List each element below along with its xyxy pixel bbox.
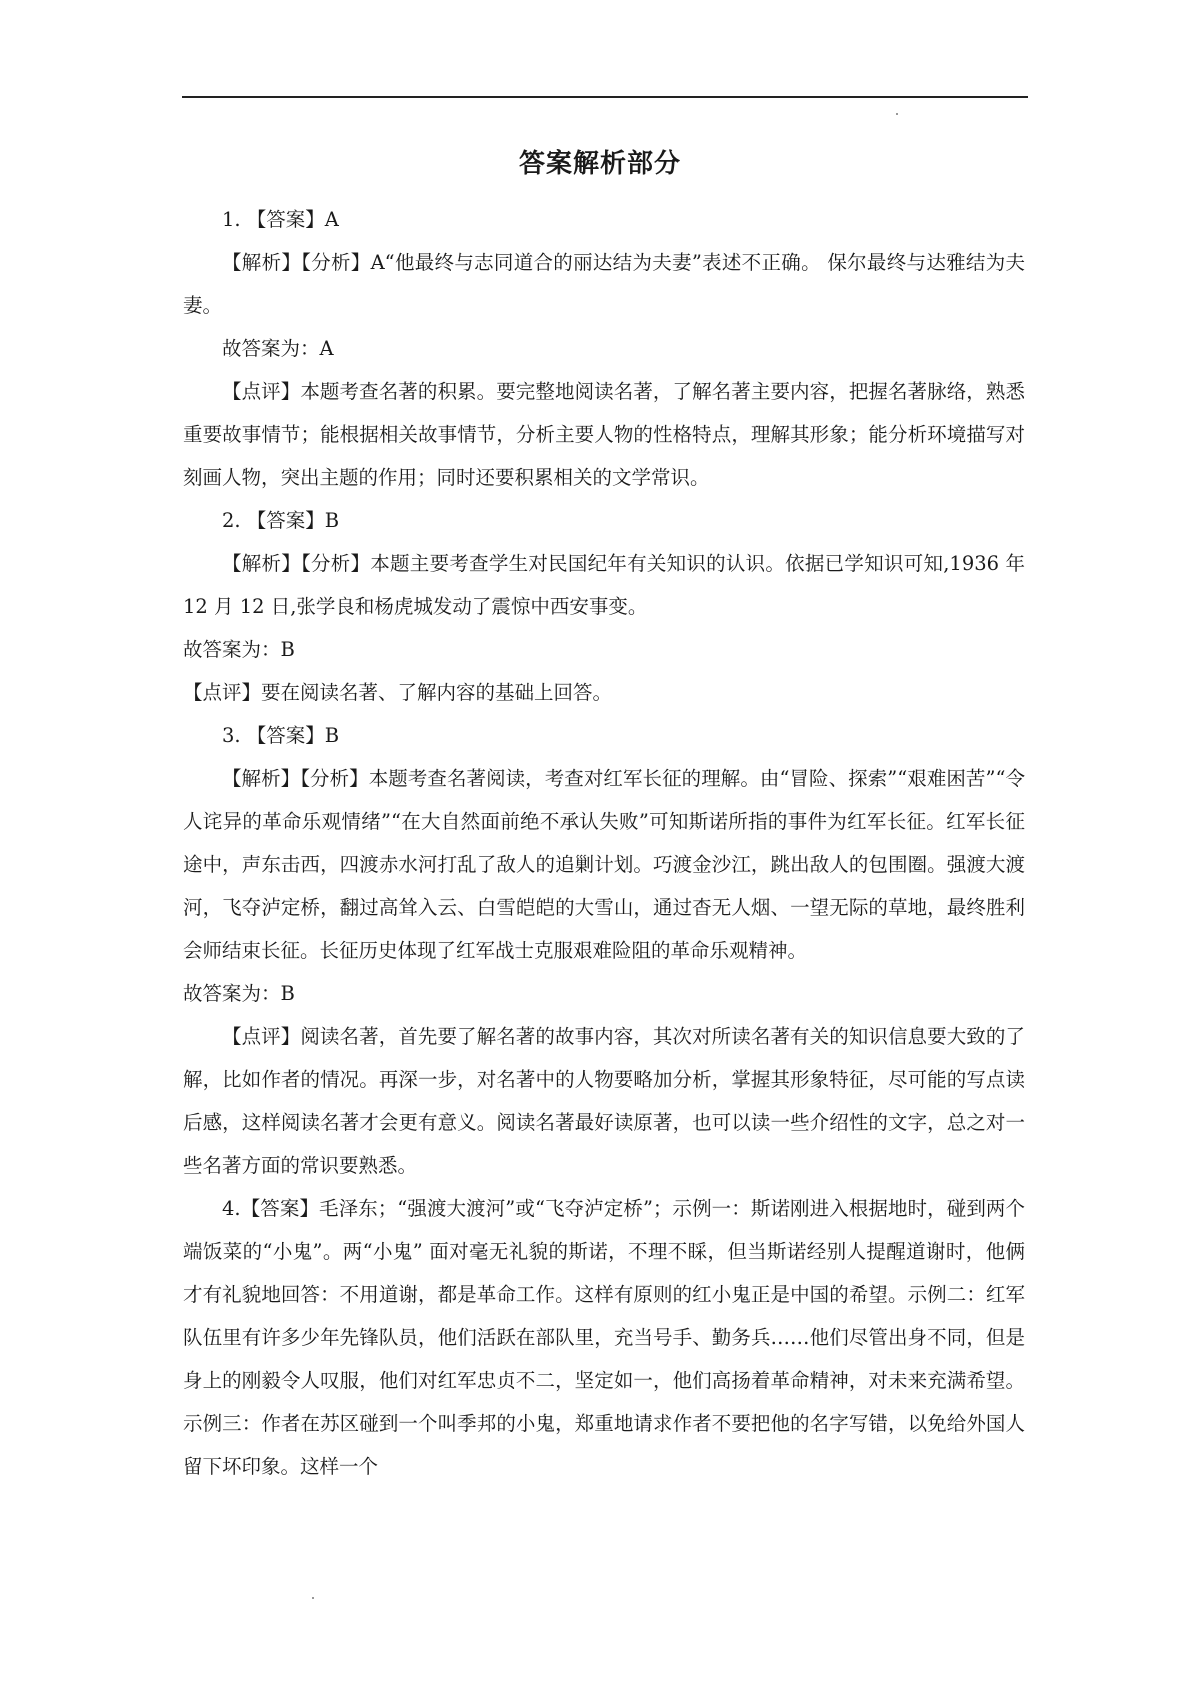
q1-analysis: 【解析】【分析】A“他最终与志同道合的丽达结为夫妻”表述不正确。 保尔最终与达雅结为夫妻。	[183, 251, 1025, 317]
header-rule	[182, 96, 1028, 98]
page-title: 答案解析部分	[518, 149, 681, 179]
q1-answer: 1. 【答案】A	[222, 208, 339, 231]
q3-final-answer: 故答案为：B	[183, 982, 295, 1005]
q3-comment: 【点评】阅读名著，首先要了解名著的故事内容，其次对所读名著有关的知识信息要大致的了解，比如作者的情况。再深一步，对名著中的人物要略加分析，掌握其形象特征，尽可能的写点读后感，这样阅读名著才会更有意义。阅读名著最好读原著，也可以读一些介绍性的文字，总之对一些名著方面的常识要熟悉。	[183, 1025, 1025, 1177]
q1-comment: 【点评】本题考查名著的积累。要完整地阅读名著，了解名著主要内容，把握名著脉络，熟悉重要故事情节；能根据相关故事情节，分析主要人物的性格特点，理解其形象；能分析环境描写对刻画人物，突出主题的作用；同时还要积累相关的文学常识。	[183, 380, 1025, 489]
document-body	[183, 198, 1025, 1488]
scan-speck	[312, 1597, 314, 1599]
q2-answer: 2. 【答案】B	[222, 509, 340, 532]
q2-comment: 【点评】要在阅读名著、了解内容的基础上回答。	[183, 681, 613, 704]
q3-analysis: 【解析】【分析】本题考查名著阅读，考查对红军长征的理解。由“冒险、探索”“艰难困苦”“令人诧异的革命乐观情绪”“在大自然面前绝不承认失败”可知斯诺所指的事件为红军长征。红军长征途中，声东击西，四渡赤水河打乱了敌人的追剿计划。巧渡金沙江，跳出敌人的包围圈。强渡大渡河，飞夺泸定桥，翻过高耸入云、白雪皑皑的大雪山，通过杳无人烟、一望无际的草地，最终胜利会师结束长征。长征历史体现了红军战士克服艰难险阻的革命乐观精神。	[183, 767, 1025, 962]
q1-final-answer: 故答案为：A	[222, 337, 334, 360]
scan-speck	[896, 113, 898, 115]
q4-answer: 4.【答案】毛泽东；“强渡大渡河”或“飞夺泸定桥”；示例一：斯诺刚进入根据地时，碰到两个端饭菜的“小鬼”。两“小鬼” 面对毫无礼貌的斯诺，不理不睬，但当斯诺经别人提醒道谢时，他俩才有礼貌地回答：不用道谢，都是革命工作。这样有原则的红小鬼正是中国的希望。示例二：红军队伍里有许多少年先锋队员，他们活跃在部队里，充当号手、勤务兵……他们尽管出身不同，但是身上的刚毅令人叹服，他们对红军忠贞不二，坚定如一，他们高扬着革命精神，对未来充满希望。示例三：作者在苏区碰到一个叫季邦的小鬼，郑重地请求作者不要把他的名字写错，以免给外国人留下坏印象。这样一个	[183, 1197, 1025, 1478]
q3-answer: 3. 【答案】B	[222, 724, 340, 747]
q2-analysis: 【解析】【分析】本题主要考查学生对民国纪年有关知识的认识。依据已学知识可知,1936 年 12 月 12 日,张学良和杨虎城发动了震惊中西安事变。	[183, 552, 1025, 618]
q2-final-answer: 故答案为：B	[183, 638, 295, 661]
